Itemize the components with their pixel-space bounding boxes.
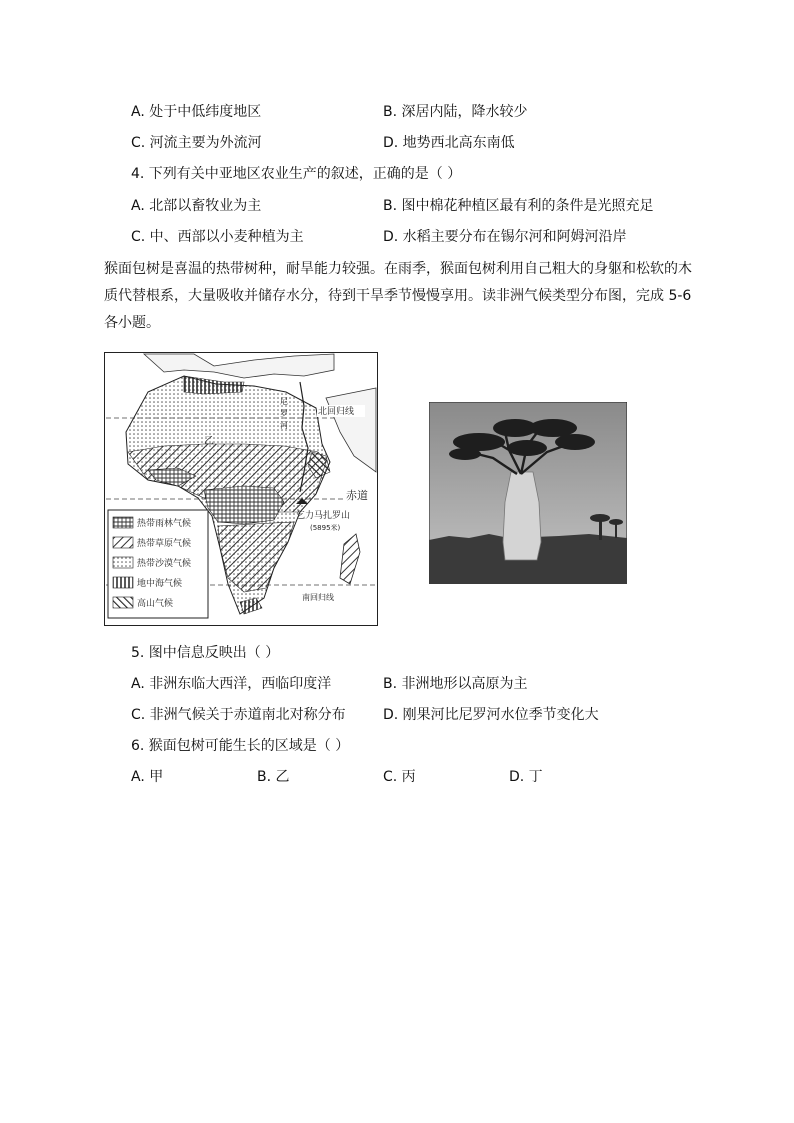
legend-swatch-alpine: [113, 597, 133, 608]
q4-stem: 4. 下列有关中亚地区农业生产的叙述，正确的是（ ）: [131, 166, 462, 182]
q4-option-c: C. 中、西部以小麦种植为主: [131, 229, 304, 245]
q6-option-b: B. 乙: [257, 769, 290, 785]
legend-label-desert: 热带沙漠气候: [137, 559, 192, 569]
q5-option-a: A. 非洲东临大西洋，西临印度洋: [131, 676, 332, 692]
q5-option-c: C. 非洲气候关于赤道南北对称分布: [131, 707, 346, 723]
legend-label-savanna: 热带草原气候: [137, 539, 192, 549]
legend-label-rainforest: 热带雨林气候: [137, 519, 192, 529]
q5-option-b: B. 非洲地形以高原为主: [383, 676, 528, 692]
q5-option-d: D. 刚果河比尼罗河水位季节变化大: [383, 707, 599, 723]
q4-option-b: B. 图中棉花种植区最有利的条件是光照充足: [383, 198, 654, 214]
q6-option-c: C. 丙: [383, 769, 416, 785]
label-tropic-north: 北回归线: [318, 407, 355, 417]
baobab-trunk: [503, 472, 541, 560]
q3-option-d: D. 地势西北高东南低: [383, 135, 515, 151]
legend-swatch-desert: [113, 557, 133, 568]
q3-option-a: A. 处于中低纬度地区: [131, 104, 262, 120]
label-kilimanjaro: 乞力马扎罗山: [296, 511, 351, 521]
label-nile-1: 尼: [280, 397, 288, 406]
q6-option-d: D. 丁: [509, 769, 543, 785]
passage-text: 猴面包树是喜温的热带树种，耐旱能力较强。在雨季，猴面包树利用自己粗大的身躯和松软的木质代替根系，大量吸收并储存水分，待到干旱季节慢慢享用。读非洲气候类型分布图，完成 5-6 各小题。: [104, 261, 692, 331]
q6-option-a: A. 甲: [131, 769, 164, 785]
q3-option-b: B. 深居内陆，降水较少: [383, 104, 528, 120]
q4-option-a: A. 北部以畜牧业为主: [131, 198, 262, 214]
rainforest-zone: [204, 486, 284, 524]
label-kilimanjaro-height: (5895米): [310, 524, 341, 532]
label-nile-3: 河: [280, 421, 288, 430]
q4-option-d: D. 水稻主要分布在锡尔河和阿姆河沿岸: [383, 229, 627, 245]
legend-swatch-mediterranean: [113, 577, 133, 588]
map-legend: [108, 510, 208, 618]
label-yi: 乙: [204, 436, 214, 447]
q5-stem: 5. 图中信息反映出（ ）: [131, 645, 280, 661]
africa-climate-map: [104, 352, 378, 626]
label-nile-2: 罗: [280, 409, 288, 418]
q3-option-c: C. 河流主要为外流河: [131, 135, 262, 151]
legend-label-alpine: 高山气候: [137, 599, 174, 609]
legend-swatch-rainforest: [113, 517, 133, 528]
label-equator: 赤道: [346, 489, 368, 502]
q6-stem: 6. 猴面包树可能生长的区域是（ ）: [131, 738, 350, 754]
legend-swatch-savanna: [113, 537, 133, 548]
legend-label-mediterranean: 地中海气候: [137, 579, 183, 589]
label-tropic-south: 南回归线: [302, 593, 334, 602]
baobab-tree-photo: [429, 402, 627, 584]
